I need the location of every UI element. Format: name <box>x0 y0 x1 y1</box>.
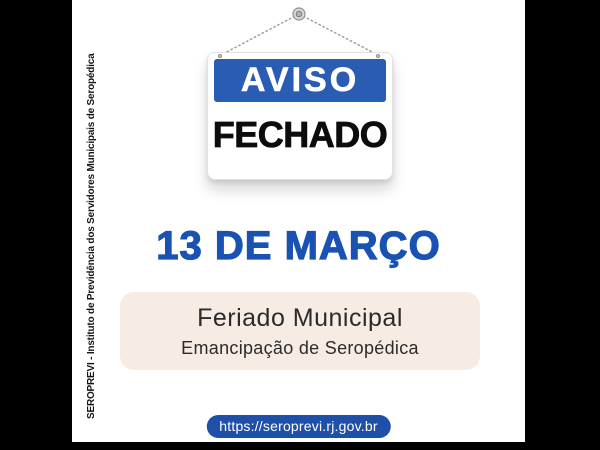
holiday-notice-box <box>120 292 480 370</box>
date-heading: 13 DE MARÇO <box>156 224 441 268</box>
website-url-pill[interactable]: https://seroprevi.rj.gov.br <box>206 415 390 438</box>
holiday-title: Feriado Municipal <box>197 303 403 332</box>
sign-hole-right-icon <box>376 54 380 58</box>
pin-icon <box>293 8 305 20</box>
institute-vertical-label: SEROPREVI - Instituto de Previdência dos Servidores Municipais de Seropédica <box>86 53 97 419</box>
sign-label-fechado: FECHADO <box>212 113 388 155</box>
hanging-string-right-icon <box>299 14 378 55</box>
poster-card <box>72 0 525 442</box>
sign-banner-aviso: AVISO <box>214 59 386 102</box>
holiday-subtitle: Emancipação de Seropédica <box>181 337 419 358</box>
hanging-sign <box>207 52 393 180</box>
hanging-string-left-icon <box>221 14 299 55</box>
sign-hole-left-icon <box>218 54 222 58</box>
